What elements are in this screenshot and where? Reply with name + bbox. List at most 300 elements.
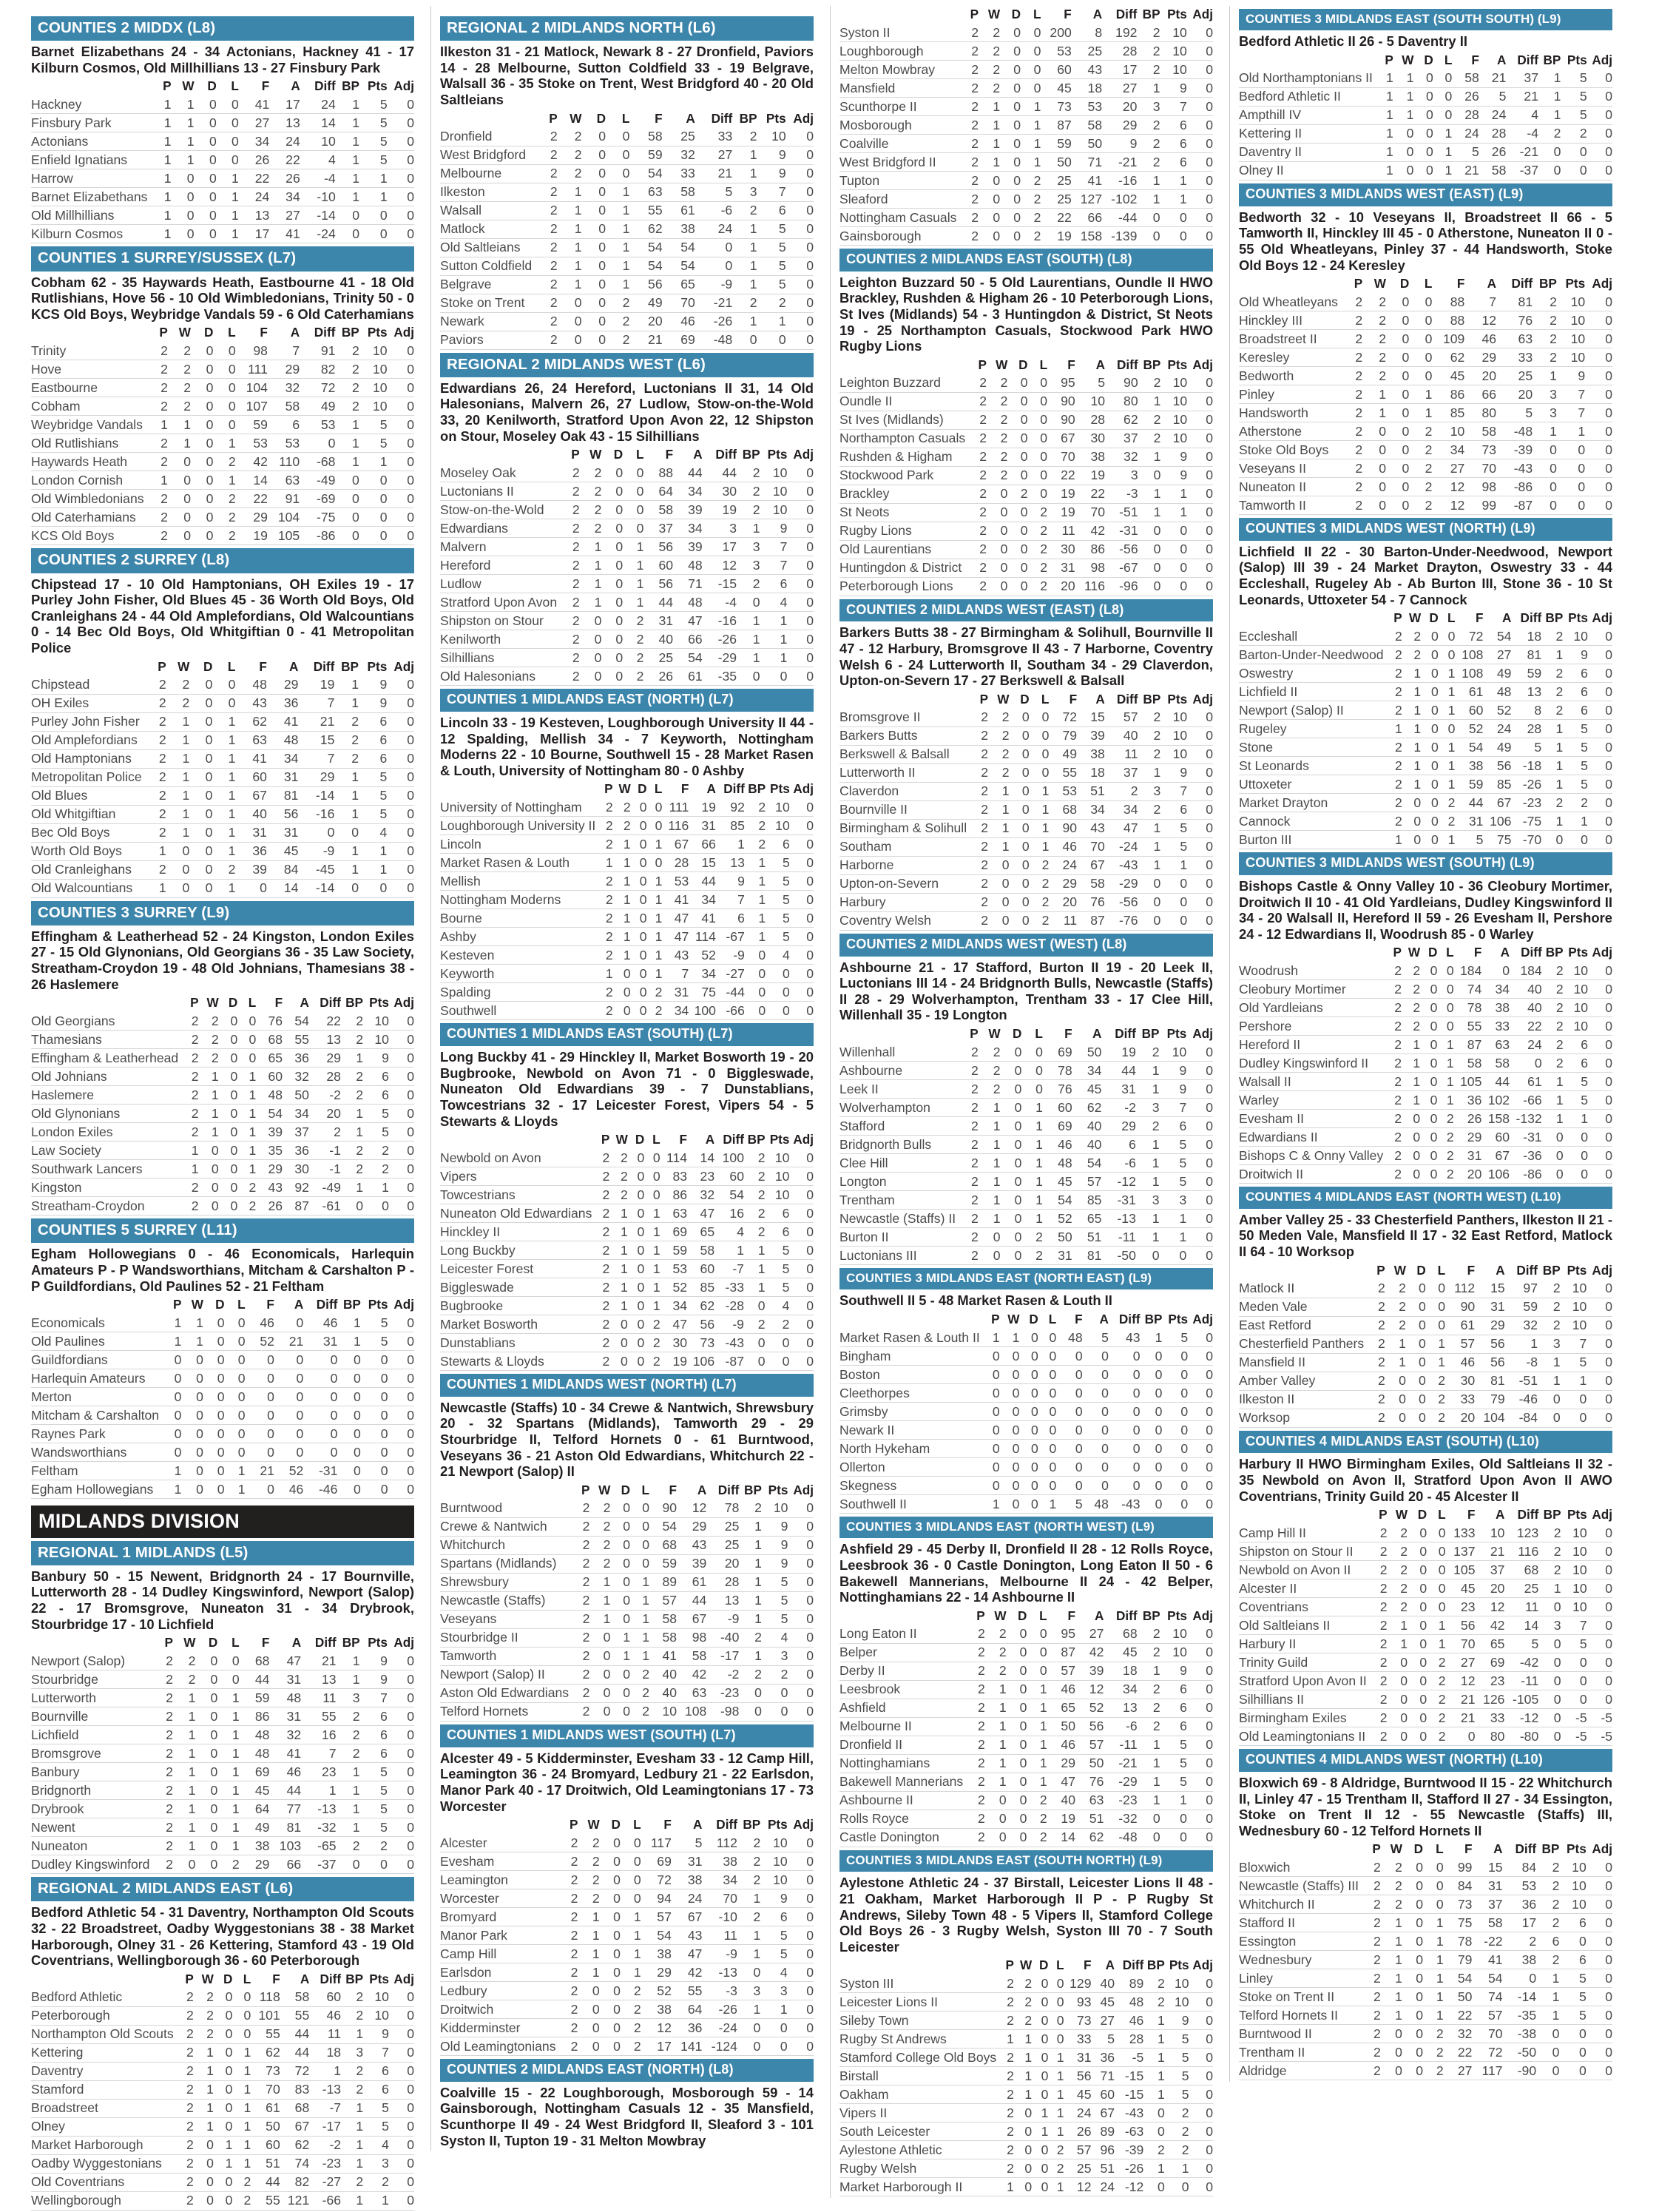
stat-d: 0 (1019, 1477, 1038, 1495)
table-header-row (440, 1816, 814, 1834)
stat-d: 0 (1413, 124, 1433, 143)
results-summary: Amber Valley 25 - 33 Chesterfield Panthers, Ilkeston II 21 - 50 Meden Vale, Mansfield II 17 - 32 East Retford, Matlock II 64 - 10 Worksop (1239, 1211, 1612, 1260)
column-header-w: W (201, 1971, 214, 1986)
table-row (1239, 161, 1612, 180)
stat-l: 0 (225, 1314, 246, 1332)
stat-d: 0 (1421, 831, 1439, 849)
stat-p: 1 (149, 151, 171, 169)
table-row (839, 800, 1213, 819)
stat-d: 0 (631, 1002, 647, 1020)
standings-table (1239, 610, 1612, 849)
column-header-pts: Pts (1567, 1262, 1587, 1278)
stat-f: 88 (1432, 293, 1464, 311)
column-header-diff: Diff (715, 447, 737, 462)
stat-adj: 0 (1188, 1440, 1213, 1458)
stat-d: 0 (1386, 459, 1409, 478)
stat-d: 0 (581, 164, 606, 183)
stat-l: 1 (217, 1781, 239, 1800)
column-header-d: D (204, 325, 214, 340)
stat-f: 24 (1452, 124, 1479, 143)
table-row (839, 1736, 1213, 1754)
stat-a: 37 (1475, 1561, 1504, 1579)
column-header-pts: Pts (1567, 52, 1587, 67)
stat-a: 28 (1479, 124, 1507, 143)
stat-diff: 20 (1102, 98, 1137, 116)
team-name: Ampthill IV (1239, 106, 1374, 124)
stat-l: 2 (623, 667, 643, 686)
standings-table (839, 1025, 1213, 1265)
stat-pts: 10 (1561, 1598, 1587, 1616)
column-header-diff: Diff (723, 1132, 744, 1147)
stat-adj: 0 (1187, 1680, 1213, 1699)
stat-pts: 0 (1561, 1690, 1587, 1709)
stat-w: 1 (194, 2117, 214, 2136)
stat-diff: 0 (1109, 1347, 1141, 1366)
stat-f: 72 (1455, 627, 1483, 646)
stat-f: 95 (1047, 374, 1075, 393)
stat-adj: 0 (1189, 2104, 1213, 2122)
column-header-f: F (665, 447, 674, 462)
stat-a: 0 (274, 1443, 303, 1462)
team-name: Old Glynonians (31, 1105, 180, 1123)
table-row (31, 1049, 414, 1068)
stat-l: 0 (232, 2006, 251, 2025)
stat-a: 83 (280, 2080, 309, 2099)
stat-pts: 9 (360, 1652, 388, 1670)
stat-d: 0 (1406, 1280, 1426, 1298)
stat-diff: 13 (301, 1670, 336, 1689)
stat-f: 95 (1047, 1625, 1075, 1644)
stat-f: 50 (1047, 1717, 1075, 1736)
stat-diff: 15 (298, 731, 334, 749)
stat-f: 28 (1452, 106, 1479, 124)
stat-pts: 7 (1160, 98, 1187, 116)
stat-d: 0 (203, 1369, 225, 1388)
column-header-a: A (1095, 357, 1106, 372)
stat-pts: 2 (766, 1315, 790, 1334)
stat-diff: 55 (301, 1707, 336, 1726)
stat-a: 67 (1077, 856, 1105, 874)
stat-pts: 6 (760, 575, 788, 593)
stat-bp: 1 (1138, 1791, 1160, 1810)
stat-adj: 0 (1587, 1914, 1612, 1932)
stat-l: 0 (606, 128, 629, 146)
league-title: REGIONAL 2 MIDLANDS EAST (L6) (31, 1877, 414, 1901)
stat-f: 55 (251, 2025, 280, 2043)
team-column-header (1239, 1841, 1360, 1858)
stat-diff: 0 (1510, 1054, 1542, 1073)
stat-bp: 1 (341, 1123, 363, 1142)
stat-adj: 0 (788, 1573, 814, 1591)
stat-bp: 3 (1138, 782, 1160, 800)
column-header-pts: Pts (768, 1482, 788, 1497)
team-name: Grimsby (839, 1403, 981, 1421)
table-row (839, 1384, 1213, 1403)
stat-w: 0 (987, 559, 1007, 577)
stat-a: 32 (283, 1068, 309, 1086)
stat-f: 34 (1432, 441, 1464, 459)
stat-diff: 13 (309, 1031, 341, 1049)
stat-a: 84 (267, 860, 299, 879)
table-row (31, 1763, 414, 1781)
stat-l: 2 (1030, 911, 1050, 930)
table-row (31, 694, 414, 712)
stat-adj: 0 (1186, 1191, 1213, 1210)
stat-bp: 1 (334, 676, 359, 695)
table-row (1239, 1390, 1612, 1409)
stat-w: 0 (181, 1462, 203, 1480)
table-row (839, 392, 1213, 411)
stat-w: 1 (199, 1105, 219, 1123)
table-row (31, 879, 414, 897)
team-name: Tamworth II (1239, 496, 1339, 515)
stat-l: 1 (623, 538, 643, 556)
stat-p: 2 (570, 1702, 589, 1721)
stat-bp: 3 (341, 2043, 363, 2062)
stat-bp: 1 (1138, 1773, 1160, 1791)
table-row (440, 1517, 814, 1536)
stat-d: 0 (195, 1818, 217, 1837)
stat-p: 2 (1385, 999, 1402, 1017)
stat-l: 1 (232, 2117, 251, 2136)
stat-adj: 0 (787, 501, 814, 519)
table-row (839, 153, 1213, 172)
stat-w: 0 (979, 1247, 1001, 1265)
team-name: Ashfield (839, 1699, 964, 1717)
stat-l: 0 (1038, 1440, 1057, 1458)
stat-p: 1 (160, 1314, 181, 1332)
stat-pts: 5 (1160, 1736, 1187, 1754)
stat-adj: 0 (1187, 763, 1213, 782)
team-name: Leicester Lions II (839, 1993, 998, 2012)
column-header-d: D (1417, 1507, 1427, 1523)
stat-bp: 1 (745, 928, 766, 946)
stat-bp: 0 (1141, 1495, 1163, 1514)
stat-bp: 1 (1542, 1091, 1564, 1110)
team-name: Haywards Heath (31, 453, 146, 471)
table-row (1239, 404, 1612, 422)
stat-a: 0 (1083, 1366, 1109, 1384)
stat-a: 26 (1479, 143, 1507, 161)
stat-l: 0 (1021, 1062, 1042, 1080)
stat-d: 0 (1000, 24, 1021, 42)
stat-w: 1 (172, 114, 195, 132)
stat-a: 7 (1464, 293, 1496, 311)
stat-adj: 0 (1187, 1791, 1213, 1810)
column-header-bp: BP (1141, 1026, 1160, 1042)
team-name: Old Georgians (31, 1012, 180, 1031)
stat-w: 1 (613, 909, 631, 928)
stat-adj: 0 (1186, 1062, 1213, 1080)
stat-f: 200 (1041, 24, 1071, 42)
stat-d: 0 (1007, 503, 1027, 522)
stat-w: 1 (173, 1781, 196, 1800)
stat-pts: 0 (1160, 522, 1187, 540)
stat-p: 2 (957, 1191, 979, 1210)
stat-bp: 2 (1137, 153, 1160, 172)
stat-w: 2 (613, 798, 631, 817)
stat-l: 0 (1437, 999, 1453, 1017)
stat-p: 0 (160, 1406, 181, 1425)
table-row (1239, 2025, 1612, 2043)
column-3 (830, 6, 1213, 2198)
stat-p: 2 (964, 1828, 985, 1847)
standings-table (1239, 1262, 1612, 1428)
stat-a: 55 (283, 1031, 309, 1049)
stat-a: 63 (677, 1684, 706, 1702)
table-row (839, 893, 1213, 911)
column-header-f: F (259, 658, 267, 674)
stat-bp: 1 (1541, 646, 1563, 664)
stat-pts: 9 (762, 1554, 788, 1573)
stat-p: 2 (175, 2080, 194, 2099)
table-row (31, 1670, 414, 1689)
team-name: Shrewsbury (440, 1573, 570, 1591)
table-row (1239, 683, 1612, 701)
stat-w: 0 (1014, 2178, 1032, 2196)
stat-w: 0 (1000, 1495, 1020, 1514)
team-name: Old Blues (31, 786, 143, 805)
team-name: Ollerton (839, 1458, 981, 1477)
stat-p: 0 (981, 1347, 1000, 1366)
stat-w: 0 (166, 842, 190, 860)
stat-adj: 0 (789, 1352, 814, 1371)
stat-bp: 1 (1143, 2085, 1164, 2104)
stat-a: 89 (1092, 2122, 1115, 2141)
stat-pts: 7 (1557, 404, 1585, 422)
column-header-adj: Adj (1592, 1262, 1612, 1278)
stat-adj: 0 (1587, 1598, 1612, 1616)
table-row (1239, 293, 1612, 311)
stat-l: 1 (647, 909, 663, 928)
stat-adj: 0 (1187, 429, 1213, 448)
stat-adj: 0 (1587, 2062, 1612, 2080)
stat-d: 0 (214, 2080, 233, 2099)
stat-diff: 37 (1105, 429, 1138, 448)
stat-d: 0 (1420, 1128, 1437, 1147)
stat-d: 0 (203, 1443, 225, 1462)
stat-f: 19 (1047, 1810, 1075, 1828)
stat-bp: 1 (336, 95, 359, 114)
stat-diff: -23 (309, 2154, 341, 2173)
stat-l: 2 (1030, 893, 1050, 911)
stat-l: 1 (1027, 1773, 1047, 1791)
stat-pts: 9 (1160, 79, 1187, 98)
stat-diff: -35 (703, 667, 737, 686)
team-name: Banbury (31, 1763, 151, 1781)
stat-adj: 0 (1587, 1653, 1612, 1672)
stat-p: 2 (570, 1517, 589, 1536)
table-row (839, 1662, 1213, 1680)
stat-a: 62 (687, 1297, 714, 1315)
team-name: Old Yardleians (1239, 999, 1385, 1017)
column-header-a: A (686, 110, 695, 126)
stat-bp: 1 (739, 1554, 762, 1573)
stat-l: 0 (217, 114, 239, 132)
stat-d: 0 (631, 798, 647, 817)
stat-adj: 0 (389, 1086, 414, 1105)
table-row (1239, 2006, 1612, 2025)
stat-adj: 0 (788, 1684, 814, 1702)
stat-diff: -39 (1496, 441, 1533, 459)
team-name: Old Caterhamians (31, 508, 146, 527)
stat-w: 2 (558, 146, 582, 164)
stat-a: 39 (673, 501, 703, 519)
column-header-f: F (663, 1817, 672, 1832)
stat-adj: 0 (1187, 448, 1213, 466)
stat-diff: -86 (1496, 478, 1533, 496)
stat-w: 1 (181, 1314, 203, 1332)
table-row (1239, 1877, 1612, 1895)
column-header-l: L (1039, 357, 1048, 372)
stat-diff: -68 (300, 453, 335, 471)
team-column-header (839, 357, 967, 374)
team-name: North Hykeham (839, 1440, 981, 1458)
column-header-bp: BP (747, 1132, 766, 1147)
stat-adj: 0 (389, 2080, 414, 2099)
stat-d: 0 (628, 1149, 644, 1167)
stat-bp: 2 (337, 1726, 360, 1744)
stat-diff: -31 (1510, 1128, 1542, 1147)
stat-a: 43 (677, 1536, 706, 1554)
stat-f: 55 (1049, 763, 1077, 782)
stat-pts: 10 (363, 2006, 389, 2025)
stat-p: 2 (1360, 2043, 1381, 2062)
stat-a: 58 (1472, 1914, 1502, 1932)
stat-pts: 0 (1162, 1366, 1188, 1384)
stat-adj: 0 (787, 464, 814, 482)
stat-a: 17 (269, 95, 300, 114)
stat-bp: 1 (1538, 106, 1561, 124)
stat-pts: 10 (1160, 745, 1187, 763)
column-header-f: F (1064, 7, 1072, 21)
stat-a: 98 (1464, 478, 1496, 496)
stat-bp: 0 (744, 1352, 766, 1371)
stat-a: 34 (269, 188, 300, 206)
table-row (440, 817, 814, 835)
table-row (31, 169, 414, 188)
stat-bp: 2 (341, 1086, 363, 1105)
stat-pts: 6 (1160, 1699, 1187, 1717)
stat-l: 0 (1028, 411, 1048, 429)
stat-l: 1 (212, 823, 235, 842)
stat-diff: 0 (695, 257, 732, 275)
team-name: Law Society (31, 1142, 180, 1160)
column-header-diff: Diff (1116, 691, 1138, 707)
stat-bp: 0 (337, 1351, 360, 1369)
stat-l: 1 (1426, 1335, 1445, 1353)
stat-d: 0 (219, 1049, 238, 1068)
stat-bp: 0 (1141, 1421, 1163, 1440)
stat-bp: 1 (1137, 172, 1160, 190)
team-name: Stoke Old Boys (1239, 441, 1339, 459)
stat-bp: 1 (335, 434, 359, 453)
stat-pts: 10 (1557, 311, 1585, 330)
stat-d: 0 (600, 1889, 621, 1908)
stat-d: 0 (214, 2117, 233, 2136)
column-header-adj: Adj (1192, 1312, 1213, 1327)
stat-w: 0 (1362, 422, 1386, 441)
stat-f: 87 (1047, 1643, 1075, 1662)
stat-a: 33 (1475, 1709, 1504, 1727)
stat-p: 2 (968, 856, 988, 874)
stat-diff: -35 (1503, 2006, 1537, 2025)
stat-a: 32 (268, 379, 300, 397)
stat-pts: 10 (1564, 999, 1588, 1017)
stat-diff: 40 (1105, 726, 1138, 745)
stat-f: 54 (649, 1517, 677, 1536)
stat-l: 0 (1021, 24, 1041, 42)
stat-f: 27 (239, 114, 269, 132)
standings-table (31, 994, 414, 1215)
stat-l: 0 (1437, 1017, 1453, 1036)
stat-d: 0 (601, 501, 623, 519)
stat-d: 0 (1019, 1458, 1038, 1477)
stat-adj: 0 (388, 1726, 414, 1744)
stat-pts: -5 (1561, 1727, 1587, 1746)
stat-d: 0 (1420, 1147, 1437, 1165)
stat-f: 99 (1444, 1858, 1473, 1877)
stat-w: 1 (1014, 2067, 1032, 2085)
stat-adj: 0 (790, 872, 814, 891)
table-row (839, 1099, 1213, 1117)
stat-a: 108 (677, 1702, 706, 1721)
stat-l: 1 (212, 768, 235, 786)
league-title: REGIONAL 1 MIDLANDS (L5) (31, 1541, 414, 1565)
team-name: Crewe & Nantwich (440, 1517, 570, 1536)
team-name: Kidderminster (440, 2019, 558, 2037)
team-name: Spartans (Midlands) (440, 1554, 570, 1573)
stat-f: 84 (1444, 1877, 1473, 1895)
column-header-diff: Diff (1517, 1507, 1539, 1523)
standings-table (440, 446, 814, 686)
table-row (440, 294, 814, 312)
stat-diff: 92 (716, 798, 745, 817)
stat-w: 1 (199, 1086, 219, 1105)
standings-table (31, 1296, 414, 1499)
stat-l: 1 (623, 556, 643, 575)
team-name: Dunstablians (440, 1334, 593, 1352)
stat-diff: -63 (1115, 2122, 1143, 2141)
stat-d: 0 (1421, 794, 1439, 812)
stat-diff: -40 (706, 1628, 739, 1647)
stat-diff: 0 (1109, 1477, 1141, 1495)
stat-p: 2 (998, 2141, 1014, 2159)
stat-diff: -37 (1506, 161, 1538, 180)
stat-bp: 2 (1138, 1643, 1160, 1662)
stat-d: 0 (1421, 720, 1439, 738)
stat-w: 1 (1362, 404, 1386, 422)
table-row (839, 209, 1213, 227)
team-name: Ilkeston II (1239, 1390, 1365, 1409)
stat-a: 34 (1072, 1062, 1102, 1080)
column-header-p: P (1393, 945, 1402, 960)
stat-bp: 1 (334, 768, 359, 786)
stat-pts: -5 (1561, 1709, 1587, 1727)
table-row (839, 1810, 1213, 1828)
table-row (440, 1186, 814, 1204)
stat-pts: 6 (1160, 116, 1187, 135)
stat-pts: 0 (1160, 1828, 1187, 1847)
column-header-l: L (1436, 1841, 1444, 1857)
stat-p: 2 (1360, 2062, 1381, 2080)
stat-adj: 0 (1188, 1403, 1213, 1421)
stat-f: 45 (1446, 1579, 1476, 1598)
stat-l: 2 (1021, 172, 1041, 190)
stat-adj: 0 (1585, 293, 1612, 311)
stat-f: 45 (1432, 367, 1464, 385)
stat-f: 26 (1452, 87, 1479, 106)
